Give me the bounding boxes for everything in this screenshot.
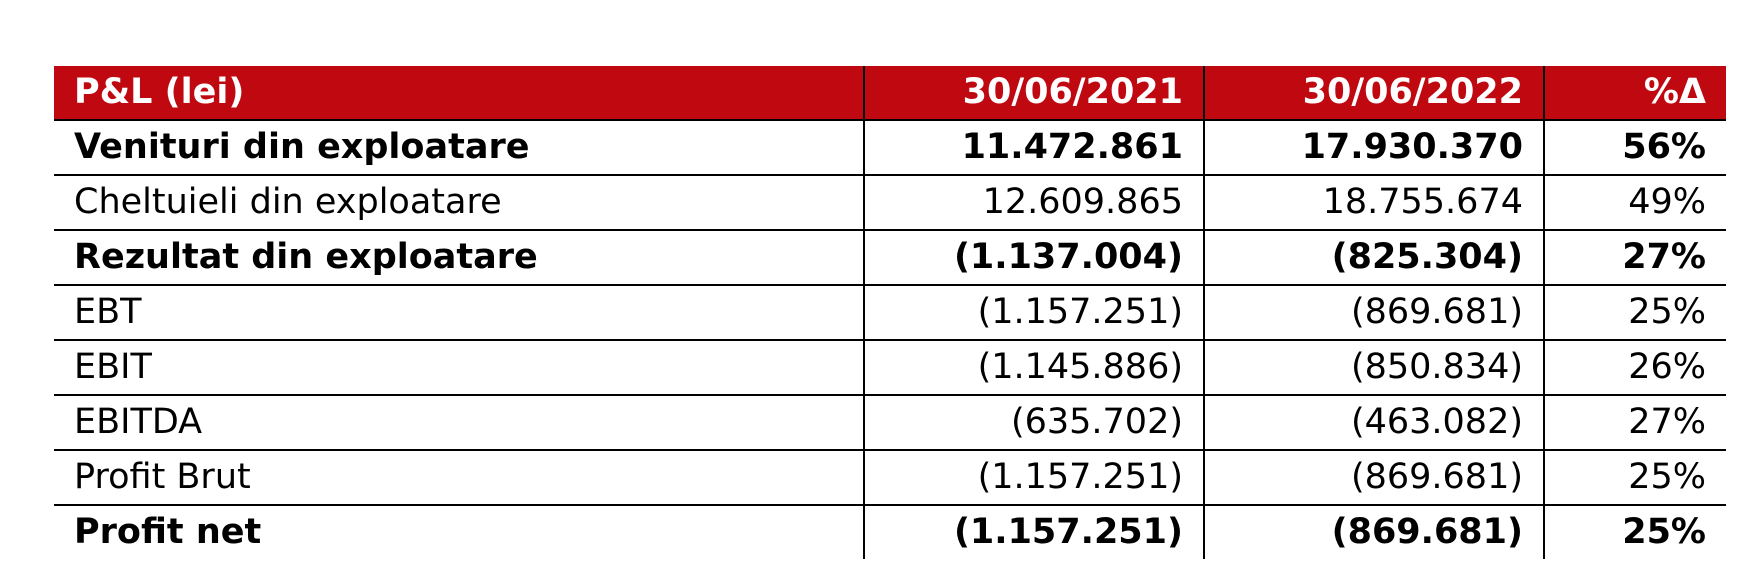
row-label: Cheltuieli din exploatare <box>54 175 864 230</box>
value-change: 27% <box>1544 230 1726 285</box>
header-change: %Δ <box>1544 66 1726 120</box>
row-label: Rezultat din exploatare <box>54 230 864 285</box>
value-2022: 17.930.370 <box>1204 120 1544 175</box>
value-change: 25% <box>1544 505 1726 559</box>
value-2021: 11.472.861 <box>864 120 1204 175</box>
value-2021: (1.157.251) <box>864 450 1204 505</box>
row-label: EBT <box>54 285 864 340</box>
value-2022: (869.681) <box>1204 505 1544 559</box>
value-2022: (850.834) <box>1204 340 1544 395</box>
value-2022: (463.082) <box>1204 395 1544 450</box>
value-2021: (1.145.886) <box>864 340 1204 395</box>
table-row <box>54 395 1726 450</box>
row-label: Venituri din exploatare <box>54 120 864 175</box>
row-label: EBIT <box>54 340 864 395</box>
header-label: P&L (lei) <box>54 66 864 120</box>
value-2021: (1.157.251) <box>864 285 1204 340</box>
header-2022: 30/06/2022 <box>1204 66 1544 120</box>
table-header <box>54 66 1726 120</box>
table-body <box>54 120 1726 559</box>
table-row <box>54 505 1726 559</box>
header-row <box>54 66 1726 120</box>
table-row <box>54 175 1726 230</box>
pl-table <box>54 66 1726 559</box>
header-2021: 30/06/2021 <box>864 66 1204 120</box>
value-2022: 18.755.674 <box>1204 175 1544 230</box>
table-row <box>54 340 1726 395</box>
value-2022: (869.681) <box>1204 450 1544 505</box>
table-row <box>54 230 1726 285</box>
value-2021: (1.157.251) <box>864 505 1204 559</box>
value-2022: (825.304) <box>1204 230 1544 285</box>
value-2022: (869.681) <box>1204 285 1544 340</box>
value-change: 49% <box>1544 175 1726 230</box>
value-change: 26% <box>1544 340 1726 395</box>
value-change: 25% <box>1544 450 1726 505</box>
value-2021: 12.609.865 <box>864 175 1204 230</box>
table-row <box>54 120 1726 175</box>
table-row <box>54 450 1726 505</box>
value-change: 56% <box>1544 120 1726 175</box>
row-label: Profit Brut <box>54 450 864 505</box>
row-label: EBITDA <box>54 395 864 450</box>
value-2021: (635.702) <box>864 395 1204 450</box>
value-change: 25% <box>1544 285 1726 340</box>
value-2021: (1.137.004) <box>864 230 1204 285</box>
value-change: 27% <box>1544 395 1726 450</box>
row-label: Profit net <box>74 512 262 552</box>
table-row <box>54 285 1726 340</box>
